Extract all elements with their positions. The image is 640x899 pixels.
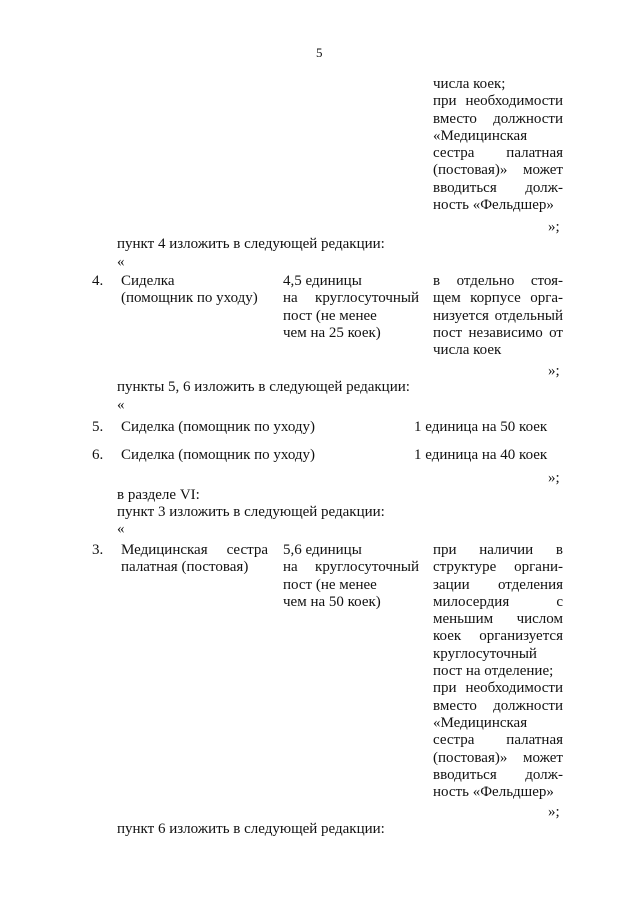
closing-quote: »; [548, 219, 560, 235]
norm-line: чем на 25 коек) [283, 324, 381, 341]
note-line: вместо должности [433, 110, 563, 127]
position-name-cell [121, 273, 271, 308]
note-line: сестра палатная [433, 732, 563, 749]
norm-line: 4,5 единицы [283, 273, 362, 289]
instruction-point-4: пункт 4 изложить в следующей редакции: [117, 236, 385, 252]
note-line: меньшим числом [433, 611, 563, 628]
note-line: коек организуется [433, 628, 563, 645]
note-line: вводиться долж- [433, 179, 563, 196]
note-line: при необходимости [433, 93, 563, 110]
note-line: вместо должности [433, 697, 563, 714]
note-line: вводиться долж- [433, 766, 563, 783]
instruction-point-6: пункт 6 изложить в следующей редакции: [117, 821, 385, 837]
note-line: (постовая)» может [433, 749, 563, 766]
position-name: Сиделка (помощник по уходу) [121, 447, 316, 463]
norm-value: 1 единица на 50 коек [414, 419, 548, 435]
note-line: щем корпусе орга- [433, 290, 563, 307]
closing-quote: »; [548, 804, 560, 820]
norm-line: пост (не менее [283, 576, 377, 593]
note-line: в отдельно стоя- [433, 273, 563, 289]
section-heading: в разделе VI: [117, 487, 200, 503]
note-line: числа коек; [433, 76, 506, 92]
name-line: (помощник по уходу) [121, 290, 258, 307]
name-line: Сиделка [121, 273, 175, 289]
closing-quote: »; [548, 363, 560, 379]
note-line: низуется отдельный [433, 307, 563, 324]
position-name: Сиделка (помощник по уходу) [121, 419, 316, 435]
note-line: при необходимости [433, 680, 563, 697]
note-line: зации отделения [433, 576, 563, 593]
norm-cell [283, 542, 419, 611]
norm-line: 5,6 единицы [283, 542, 362, 558]
note-line: круглосуточный [433, 645, 537, 662]
row-number: 6. [92, 447, 104, 463]
note-line: милосердия с [433, 593, 563, 610]
opening-quote: « [117, 397, 125, 413]
name-line: Медицинская сестра [121, 542, 268, 558]
note-line: сестра палатная [433, 145, 563, 162]
note-line: при наличии в [433, 542, 563, 558]
note-line: ность «Фельдшер» [433, 784, 554, 801]
norm-line: на круглосуточный [283, 559, 419, 576]
note-line: (постовая)» может [433, 162, 563, 179]
norm-cell [283, 273, 419, 342]
opening-quote: « [117, 254, 125, 270]
note-cell [433, 542, 563, 801]
norm-line: на круглосуточный [283, 290, 419, 307]
note-line: пост независимо от [433, 324, 563, 341]
name-line: палатная (постовая) [121, 559, 249, 576]
instruction-points-5-6: пункты 5, 6 изложить в следующей редакции: [117, 379, 410, 395]
row-number: 3. [92, 542, 104, 558]
closing-quote: »; [548, 470, 560, 486]
note-line: числа коек [433, 342, 502, 359]
note-cell [433, 273, 563, 359]
instruction-point-3: пункт 3 изложить в следующей редакции: [117, 504, 385, 520]
page-number: 5 [316, 45, 323, 60]
row-number: 5. [92, 419, 104, 435]
note-line: «Медицинская [433, 714, 528, 731]
norm-line: чем на 50 коек) [283, 593, 381, 610]
note-line: ность «Фельдшер» [433, 197, 554, 214]
note-line: пост на отделение; [433, 663, 554, 680]
note-line: структуре органи- [433, 559, 563, 576]
note-line: «Медицинская [433, 127, 528, 144]
row-number: 4. [92, 273, 104, 289]
norm-line: пост (не менее [283, 307, 377, 324]
opening-quote: « [117, 521, 125, 537]
position-name-cell [121, 542, 268, 577]
continued-note-cell [433, 76, 563, 214]
norm-value: 1 единица на 40 коек [414, 447, 548, 463]
